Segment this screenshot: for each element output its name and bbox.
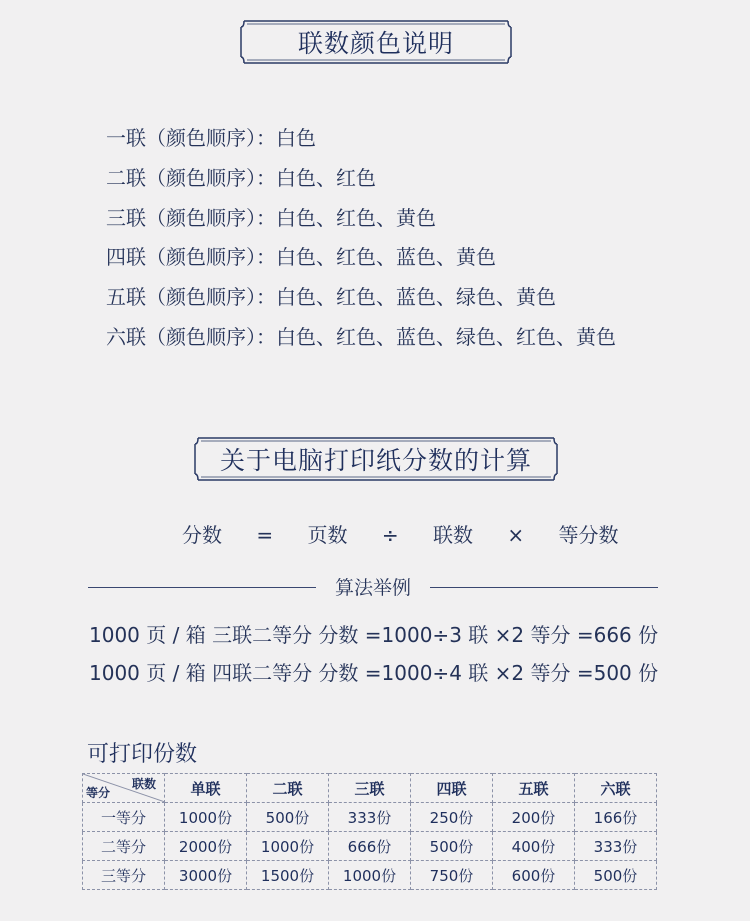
- table-row-header: 三等分: [83, 861, 165, 890]
- table-cell: 2000份: [165, 832, 247, 861]
- table-cell: 333份: [575, 832, 657, 861]
- color-row: 四联（颜色顺序）：白色、红色、蓝色、黄色: [106, 245, 496, 270]
- table-column-header: 四联: [411, 774, 493, 803]
- example-list: [89, 616, 658, 692]
- table-column-header: 二联: [247, 774, 329, 803]
- corner-bottom-label: 等分: [86, 786, 111, 800]
- table-cell: 750份: [411, 861, 493, 890]
- example-label: 算法举例: [334, 577, 411, 599]
- table-cell: 500份: [247, 803, 329, 832]
- formula-term: 分数: [182, 523, 222, 547]
- formula-term: 页数: [307, 523, 348, 547]
- section-title-calculation: [192, 436, 560, 482]
- table-cell: 600份: [493, 861, 575, 890]
- table-cell: 500份: [411, 832, 493, 861]
- table-row-header: 二等分: [83, 832, 165, 861]
- table-cell: 166份: [575, 803, 657, 832]
- formula-term: 联数: [432, 523, 473, 547]
- example-heading: [88, 574, 658, 602]
- color-row: 五联（颜色顺序）：白色、红色、蓝色、绿色、黄色: [106, 285, 556, 310]
- table-row: [83, 832, 657, 861]
- formula-term: 等分数: [558, 523, 619, 547]
- example-row: 1000 页 / 箱 三联二等分 分数 =1000÷3 联 ×2 等分 =666 份: [89, 623, 659, 647]
- color-row: 三联（颜色顺序）：白色、红色、黄色: [106, 205, 436, 230]
- table-cell: 1000份: [329, 861, 411, 890]
- formula-operator: ÷: [381, 523, 399, 547]
- divider: [430, 587, 658, 588]
- table-cell: 333份: [329, 803, 411, 832]
- example-row: 1000 页 / 箱 四联二等分 分数 =1000÷4 联 ×2 等分 =500 份: [89, 661, 659, 685]
- color-row: 一联（颜色顺序）：白色: [106, 126, 316, 150]
- table-column-header: 单联: [165, 774, 247, 803]
- section-title-text: 联数颜色说明: [297, 29, 454, 58]
- section-title-colors: [238, 19, 514, 65]
- table-cell: 666份: [329, 832, 411, 861]
- table-column-header: 三联: [329, 774, 411, 803]
- corner-top-label: 联数: [131, 777, 156, 791]
- table-cell: 500份: [575, 861, 657, 890]
- table-cell: 1000份: [247, 832, 329, 861]
- color-row: 二联（颜色顺序）：白色、红色: [106, 165, 376, 190]
- table-cell: 3000份: [165, 861, 247, 890]
- table-row: [83, 803, 657, 832]
- table-cell: 1000份: [165, 803, 247, 832]
- formula-operator: ×: [507, 523, 525, 547]
- table-header-row: [83, 774, 657, 803]
- table-title: 可打印份数: [87, 742, 198, 767]
- section-title-text: 关于电脑打印纸分数的计算: [219, 446, 532, 475]
- table-cell: 400份: [493, 832, 575, 861]
- formula: [182, 519, 618, 548]
- formula-operator: =: [256, 523, 274, 547]
- table-row-header: 一等分: [83, 803, 165, 832]
- table-cell: 250份: [411, 803, 493, 832]
- table-row: [83, 861, 657, 890]
- table-column-header: 六联: [575, 774, 657, 803]
- table-cell: 1500份: [247, 861, 329, 890]
- print-count-table: [82, 773, 657, 890]
- table-column-header: 五联: [493, 774, 575, 803]
- color-list: [106, 122, 616, 361]
- table-cell: 200份: [493, 803, 575, 832]
- table-corner-cell: [83, 774, 165, 803]
- color-row: 六联（颜色顺序）：白色、红色、蓝色、绿色、红色、黄色: [106, 324, 616, 349]
